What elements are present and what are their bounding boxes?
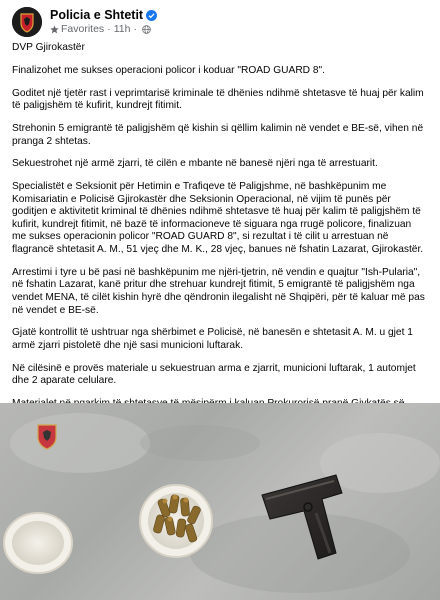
empty-cup-icon <box>4 513 72 573</box>
paragraph: Sekuestrohet një armë zjarri, të cilën e mbante në banesë njëri nga të arrestuarit. <box>12 158 378 170</box>
meta-separator: · <box>107 23 111 35</box>
paragraph: Arrestimi i tyre u bë pasi në bashkëpunim me njëri-tjetrin, në vendin e quajtur "Ish-Pularia", në fshatin Lazarat, kanë pritur dhe strehuar kundrejt fitimit, 5 emigrantë të paligjshëm nga vendet MENA, të cilët kishin hyrë dhe qëndronin ilegalisht në Shqipëri, për të kaluar më pas në vendet e BE-së. <box>12 266 425 316</box>
evidence-photo-illustration <box>0 403 440 600</box>
post-photo[interactable] <box>0 403 440 600</box>
watermark-logo <box>38 425 56 449</box>
paragraph: Goditet një tjetër rast i veprimtarisë kriminale të dhënies ndihmë shtetasve të huaj për kalim të paligjshëm të kufirit, kundrejt fitimit. <box>12 87 424 112</box>
post-author-block <box>50 8 157 36</box>
verified-badge-icon <box>146 10 157 21</box>
meta-separator-2: · <box>133 23 137 35</box>
paragraph-location: DVP Gjirokastër <box>12 42 85 53</box>
post-header <box>0 0 440 40</box>
paragraph: Gjatë kontrollit të ushtruar nga shërbimet e Policisë, në banesën e shtetasit A. M. u gjet 1 armë zjarri pistoletë dhe një sasi municioni luftarak. <box>12 327 413 351</box>
favorites-label: Favorites <box>61 23 105 35</box>
paragraph: Në cilësinë e provës materiale u sekuestruan arma e zjarrit, municioni luftarak, 1 automjet dhe 2 aparate celulare. <box>12 362 416 387</box>
page-name-link[interactable]: Policia e Shtetit <box>50 8 144 22</box>
author-row <box>50 8 157 23</box>
star-icon <box>50 25 59 34</box>
globe-icon[interactable] <box>142 25 151 34</box>
post-body <box>0 40 440 436</box>
paragraph: Specialistët e Seksionit për Hetimin e Trafiqeve të Paligjshme, në bashkëpunim me Komisariatin e Policisë Gjirokastër dhe Seksionin Operacional, në vijim të punës për goditjen e aktivitetit kriminal të dhënies ndihmë shtetasve të huaj për kalim të paligjshëm të kufirit, kundrejt fitimit, në bazë të informacioneve të siguara nga rrugë policore, finalizuan me sukses operacionin policor "ROAD GUARD 8", si rezultat i të cilit u arrestuan në flagrancë shtetasit A. M., 51 vjeç dhe M. K., 28 vjeç, banues në fshatin Lazarat, Gjirokastër. <box>12 181 424 256</box>
post-timestamp[interactable]: 11h <box>113 23 131 35</box>
police-logo-icon[interactable] <box>12 7 42 37</box>
ammo-cup-icon <box>140 485 212 557</box>
paragraph: Finalizohet me sukses operacioni policor i koduar "ROAD GUARD 8". <box>12 64 325 76</box>
paragraph: Strehonin 5 emigrantë të paligjshëm që kishin si qëllim kalimin në vendet e BE-së, vihen në pranga 2 shtetas. <box>12 122 424 147</box>
post-meta <box>50 23 157 36</box>
